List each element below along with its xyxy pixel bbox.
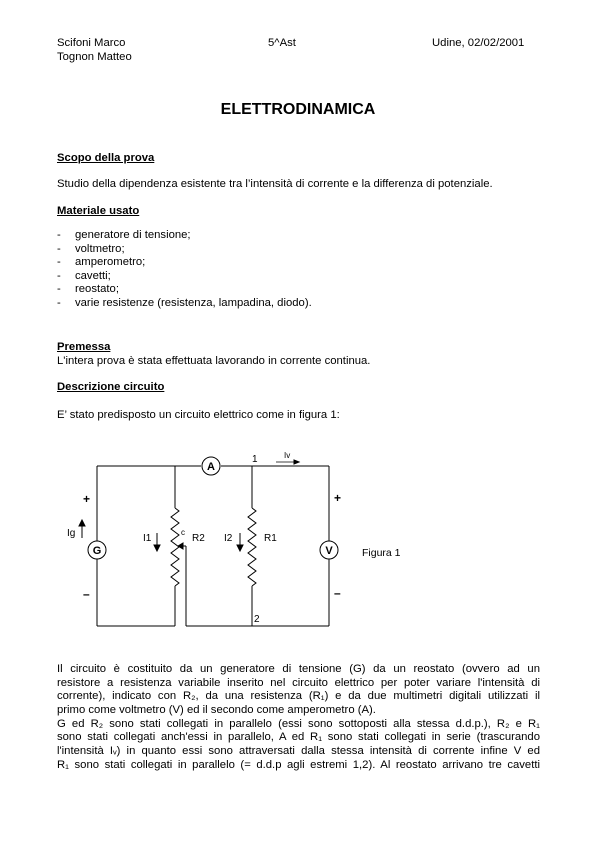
ammeter-label: A — [207, 461, 215, 473]
i1-arrow-icon — [154, 533, 160, 551]
scopo-text: Studio della dipendenza esistente tra l’intensità di corrente e la differenza di potenziale. — [57, 178, 493, 190]
voltmeter-label: V — [325, 545, 333, 557]
body-line-2: resistore a resistenza variabile inserito nel circuito elettrico per poter variare l'intensità di — [57, 677, 540, 689]
i2-label: I2 — [224, 533, 233, 544]
author-2: Tognon Matteo — [57, 51, 132, 63]
voltmeter-minus: – — [334, 586, 341, 600]
list-item: - generatore di tensione; — [57, 229, 191, 241]
list-item: - reostato; — [57, 283, 119, 295]
r1-label: R1 — [264, 533, 277, 544]
body-line-6: sono stati collegati anch'essi in parallelo, A ed R₁ sono stati collegati in serie (trascurando — [57, 731, 540, 743]
body-line-8: R₁ sono stati collegati in parallelo (= d.d.p agli estremi 1,2). Al reostato arrivano tre cavetti — [57, 759, 540, 771]
scopo-heading: Scopo della prova — [57, 152, 155, 164]
author-1: Scifoni Marco — [57, 37, 126, 49]
reostato-resistor — [171, 508, 179, 586]
descrizione-intro: E’ stato predisposto un circuito elettrico come in figura 1: — [57, 409, 340, 421]
materiale-heading: Materiale usato — [57, 205, 140, 217]
list-item: - cavetti; — [57, 269, 111, 282]
node-2-label: 2 — [254, 614, 260, 625]
i1-label: I1 — [143, 533, 152, 544]
page-title: ELETTRODINAMICA — [220, 101, 376, 118]
iv-arrow-icon — [276, 460, 299, 464]
body-line-4: primo come voltmetro (V) ed il secondo come amperometro (A). — [57, 704, 376, 716]
generator-plus: + — [83, 492, 91, 506]
body-line-3: corrente), indicato con R₂, da una resistenza (R₁) e da due multimetri digitali utilizzati il — [57, 690, 540, 702]
body-line-1: Il circuito è costituito da un generatore di tensione (G) da un reostato (ovvero ad un — [57, 663, 540, 675]
generator-minus: – — [83, 587, 90, 601]
premessa-heading: Premessa — [57, 341, 111, 353]
reostato-slider — [178, 543, 186, 549]
figure-caption: Figura 1 — [362, 547, 401, 559]
body-line-5: G ed R₂ sono stati collegati in parallelo (essi sono sottoposti alla stessa d.d.p.), R₂ e R₁ — [57, 718, 540, 730]
body-line-7: l'intensità Iᵥ) in quanto essi sono attraversati dalla stessa intensità di corrente infine V ed — [57, 745, 540, 757]
i2-arrow-icon — [237, 533, 243, 551]
list-item: - varie resistenze (resistenza, lampadina, diodo). — [57, 296, 312, 309]
ig-arrow-icon — [79, 520, 85, 538]
node-1-label: 1 — [252, 454, 258, 465]
premessa-text: L'intera prova è stata effettuata lavorando in corrente continua. — [57, 355, 371, 367]
descrizione-heading: Descrizione circuito — [57, 381, 165, 393]
voltmeter-plus: + — [334, 491, 342, 505]
list-item: - amperometro; — [57, 256, 146, 268]
class-label: 5^Ast — [268, 37, 296, 49]
place-date: Udine, 02/02/2001 — [432, 37, 525, 49]
generator-label: G — [92, 545, 102, 557]
r1-resistor — [248, 508, 256, 586]
c-label: c — [181, 528, 185, 537]
iv-label: Iv — [284, 451, 291, 460]
ig-label: Ig — [67, 528, 76, 539]
list-item: - voltmetro; — [57, 242, 125, 255]
r2-label: R2 — [192, 533, 205, 544]
